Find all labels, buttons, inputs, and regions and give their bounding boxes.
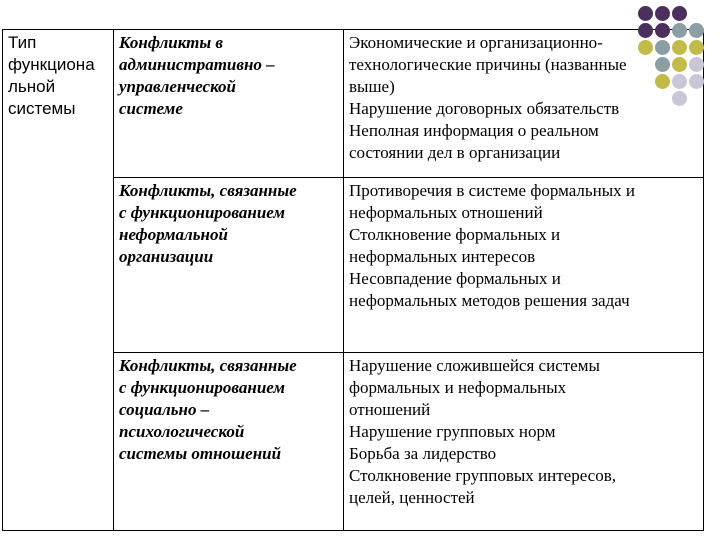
- cause-line: целей, ценностей: [349, 488, 475, 507]
- decorative-dot-slate: [655, 40, 670, 55]
- cause-line: Нарушение сложившейся системы: [349, 356, 600, 375]
- cause-line: формальных и неформальных: [349, 378, 567, 397]
- cause-line: неформальных методов решения задач: [349, 291, 630, 310]
- cause-line: Борьба за лидерство: [349, 444, 497, 463]
- decorative-dot-purple: [638, 23, 653, 38]
- cause-line: технологические причины (названные: [349, 55, 627, 74]
- conflict-kind-line: с функционированием: [119, 203, 286, 222]
- conflict-kind-cell: [114, 178, 344, 353]
- cause-line: Столкновение формальных и: [349, 225, 561, 244]
- decorative-dot-olive: [638, 40, 653, 55]
- decorative-dot-lavender: [672, 74, 687, 89]
- cause-line: неформальных интересов: [349, 247, 536, 266]
- cause-line: Столкновение групповых интересов,: [349, 466, 617, 485]
- decorative-dot-lavender: [689, 74, 704, 89]
- decorative-dot-purple: [655, 23, 670, 38]
- cause-line: отношений: [349, 400, 431, 419]
- decorative-dot-grid: [621, 6, 711, 126]
- decorative-dot-purple: [655, 6, 670, 21]
- decorative-dot-slate: [655, 57, 670, 72]
- cause-line: Экономические и организационно-: [349, 33, 603, 52]
- conflict-kind-line: Конфликты, связанные: [119, 181, 297, 200]
- cause-line: Нарушение договорных обязательств: [349, 99, 620, 118]
- cause-line: Противоречия в системе формальных и: [349, 181, 636, 200]
- cause-line: Нарушение групповых норм: [349, 422, 556, 441]
- conflict-kind-line: неформальной: [119, 225, 228, 244]
- decorative-dot-purple: [672, 6, 687, 21]
- conflict-kind-cell: [114, 353, 344, 531]
- conflict-kind-line: психологической: [119, 422, 245, 441]
- conflict-kind-cell: [114, 30, 344, 178]
- system-type-line: функциона: [8, 55, 95, 74]
- cause-line: Неполная информация о реальном: [349, 121, 599, 140]
- decorative-dot-slate: [672, 23, 687, 38]
- conflict-kind-line: управленческой: [119, 77, 237, 96]
- conflict-kind-line: системы отношений: [119, 444, 282, 463]
- decorative-dot-purple: [638, 6, 653, 21]
- conflicts-table: [2, 29, 704, 531]
- conflict-kind-line: административно –: [119, 55, 275, 74]
- cause-line: Несовпадение формальных и: [349, 269, 561, 288]
- conflict-causes-cell: [344, 353, 704, 531]
- decorative-dot-lavender: [672, 91, 687, 106]
- system-type-line: системы: [8, 99, 76, 118]
- system-type-cell: [3, 30, 114, 531]
- conflict-kind-line: с функционированием: [119, 378, 286, 397]
- conflict-kind-line: социально –: [119, 400, 210, 419]
- cause-line: состоянии дел в организации: [349, 143, 561, 162]
- decorative-dot-olive: [689, 40, 704, 55]
- decorative-dot-olive: [655, 74, 670, 89]
- decorative-dot-lavender: [689, 57, 704, 72]
- system-type-line: Тип: [8, 33, 37, 52]
- cause-line: неформальных отношений: [349, 203, 543, 222]
- conflict-kind-line: Конфликты, связанные: [119, 356, 297, 375]
- decorative-dot-olive: [672, 57, 687, 72]
- system-type-line: льной: [8, 77, 56, 96]
- decorative-dot-slate: [689, 23, 704, 38]
- conflict-kind-line: организации: [119, 247, 214, 266]
- conflict-causes-cell: [344, 178, 704, 353]
- cause-line: выше): [349, 77, 395, 96]
- conflict-kind-line: системе: [119, 99, 183, 118]
- decorative-dot-olive: [672, 40, 687, 55]
- conflict-kind-line: Конфликты в: [119, 33, 224, 52]
- table-row: [3, 30, 704, 178]
